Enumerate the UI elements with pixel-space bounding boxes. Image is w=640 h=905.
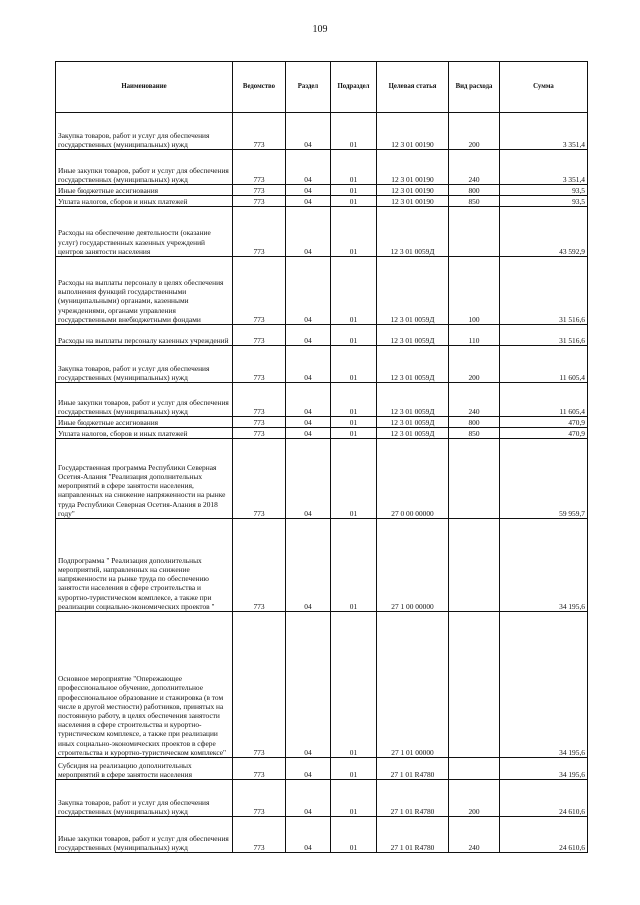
cell-subsection: 01: [331, 780, 377, 817]
header-expense-type: Вид расхода: [449, 62, 500, 113]
cell-article: 12 3 01 00190: [377, 196, 449, 207]
cell-section: 04: [286, 758, 331, 780]
cell-name: Закупка товаров, работ и услуг для обеспечения государственных (муниципальных) нужд: [56, 780, 233, 817]
cell-article: 27 1 00 00000: [377, 519, 449, 612]
table-row: [56, 758, 588, 780]
cell-article: 12 3 01 0059Д: [377, 325, 449, 346]
table-body: [56, 113, 588, 853]
cell-dept: 773: [233, 758, 286, 780]
cell-dept: 773: [233, 417, 286, 428]
header-section: Раздел: [286, 62, 331, 113]
table-row: [56, 325, 588, 346]
cell-section: 04: [286, 817, 331, 853]
cell-name: Закупка товаров, работ и услуг для обеспечения государственных (муниципальных) нужд: [56, 346, 233, 383]
cell-section: 04: [286, 417, 331, 428]
cell-dept: 773: [233, 383, 286, 417]
cell-name: Расходы на обеспечение деятельности (оказание услуг) государственных казенных учреждений центров занятости населения: [56, 207, 233, 257]
table-row: [56, 780, 588, 817]
cell-subsection: 01: [331, 817, 377, 853]
cell-dept: 773: [233, 780, 286, 817]
table-row: [56, 196, 588, 207]
cell-name: Иные закупки товаров, работ и услуг для обеспечения государственных (муниципальных) нужд: [56, 817, 233, 853]
cell-sum: 34 195,6: [500, 519, 588, 612]
table-row: [56, 519, 588, 612]
cell-section: 04: [286, 185, 331, 196]
cell-sum: 34 195,6: [500, 758, 588, 780]
table-row: [56, 207, 588, 257]
table-row: [56, 817, 588, 853]
table-row: [56, 612, 588, 758]
cell-article: 27 1 01 R4780: [377, 780, 449, 817]
cell-subsection: 01: [331, 612, 377, 758]
cell-section: 04: [286, 113, 331, 150]
cell-name: Субсидия на реализацию дополнительных мероприятий в сфере занятости населения: [56, 758, 233, 780]
cell-section: 04: [286, 383, 331, 417]
cell-sum: 93,5: [500, 196, 588, 207]
cell-expense-type: [449, 758, 500, 780]
cell-subsection: 01: [331, 325, 377, 346]
table-row: [56, 439, 588, 519]
cell-expense-type: 100: [449, 257, 500, 325]
table-row: [56, 383, 588, 417]
cell-subsection: 01: [331, 257, 377, 325]
cell-expense-type: [449, 439, 500, 519]
cell-article: 12 3 01 00190: [377, 113, 449, 150]
header-article: Целевая статья: [377, 62, 449, 113]
cell-sum: 470,9: [500, 417, 588, 428]
table-row: [56, 428, 588, 439]
header-subsection: Подраздел: [331, 62, 377, 113]
cell-subsection: 01: [331, 113, 377, 150]
cell-subsection: 01: [331, 439, 377, 519]
cell-expense-type: 240: [449, 817, 500, 853]
budget-table: [55, 61, 588, 853]
cell-expense-type: 200: [449, 780, 500, 817]
cell-article: 27 0 00 00000: [377, 439, 449, 519]
cell-sum: 31 516,6: [500, 257, 588, 325]
cell-article: 27 1 01 R4780: [377, 758, 449, 780]
cell-section: 04: [286, 428, 331, 439]
cell-expense-type: [449, 207, 500, 257]
cell-article: 27 1 01 R4780: [377, 817, 449, 853]
table-header-row: [56, 62, 588, 113]
cell-subsection: 01: [331, 383, 377, 417]
cell-expense-type: 850: [449, 196, 500, 207]
cell-name: Расходы на выплаты персоналу казенных учреждений: [56, 325, 233, 346]
cell-expense-type: 240: [449, 383, 500, 417]
cell-name: Иные закупки товаров, работ и услуг для обеспечения государственных (муниципальных) нужд: [56, 150, 233, 185]
cell-article: 27 1 01 00000: [377, 612, 449, 758]
table-row: [56, 185, 588, 196]
cell-dept: 773: [233, 207, 286, 257]
cell-section: 04: [286, 346, 331, 383]
cell-sum: 11 605,4: [500, 383, 588, 417]
cell-sum: 24 610,6: [500, 817, 588, 853]
cell-expense-type: 850: [449, 428, 500, 439]
cell-sum: 93,5: [500, 185, 588, 196]
cell-sum: 470,9: [500, 428, 588, 439]
header-name: Наименование: [56, 62, 233, 113]
cell-expense-type: 200: [449, 346, 500, 383]
cell-subsection: 01: [331, 519, 377, 612]
cell-article: 12 3 01 0059Д: [377, 417, 449, 428]
cell-article: 12 3 01 0059Д: [377, 383, 449, 417]
cell-dept: 773: [233, 257, 286, 325]
cell-subsection: 01: [331, 150, 377, 185]
cell-article: 12 3 01 00190: [377, 185, 449, 196]
cell-expense-type: 240: [449, 150, 500, 185]
cell-name: Подпрограмма " Реализация дополнительных мероприятий, направленных на снижение напряженности на рынке труда по обеспечению занятости населения в сфере строительства и курортно-туристическом комплексе, а также при реализации социально-экономических проектов ": [56, 519, 233, 612]
table-row: [56, 257, 588, 325]
cell-expense-type: 800: [449, 417, 500, 428]
cell-subsection: 01: [331, 207, 377, 257]
cell-sum: 31 516,6: [500, 325, 588, 346]
cell-dept: 773: [233, 325, 286, 346]
cell-article: 12 3 01 0059Д: [377, 207, 449, 257]
table-row: [56, 150, 588, 185]
header-sum: Сумма: [500, 62, 588, 113]
page-number: 109: [312, 24, 328, 35]
cell-name: Закупка товаров, работ и услуг для обеспечения государственных (муниципальных) нужд: [56, 113, 233, 150]
cell-article: 12 3 01 00190: [377, 150, 449, 185]
cell-section: 04: [286, 325, 331, 346]
cell-sum: 3 351,4: [500, 150, 588, 185]
cell-dept: 773: [233, 612, 286, 758]
cell-sum: 34 195,6: [500, 612, 588, 758]
cell-name: Расходы на выплаты персоналу в целях обеспечения выполнения функций государственными (муниципальными) органами, казенными учреждениями, органами управления государственными внебюджетными фондами: [56, 257, 233, 325]
cell-name: Государственная программа Республики Северная Осетия-Алания "Реализация дополнительных мероприятий в сфере занятости населения, направленных на снижение напряженности на рынке труда Республики Северная Осетия-Алания в 2018 году": [56, 439, 233, 519]
cell-dept: 773: [233, 113, 286, 150]
cell-sum: 11 605,4: [500, 346, 588, 383]
cell-subsection: 01: [331, 346, 377, 383]
cell-section: 04: [286, 780, 331, 817]
cell-expense-type: 800: [449, 185, 500, 196]
table-row: [56, 113, 588, 150]
cell-dept: 773: [233, 346, 286, 383]
cell-dept: 773: [233, 439, 286, 519]
cell-name: Уплата налогов, сборов и иных платежей: [56, 428, 233, 439]
header-dept: Ведомство: [233, 62, 286, 113]
cell-subsection: 01: [331, 428, 377, 439]
cell-subsection: 01: [331, 196, 377, 207]
cell-section: 04: [286, 207, 331, 257]
cell-expense-type: 200: [449, 113, 500, 150]
cell-sum: 59 959,7: [500, 439, 588, 519]
cell-name: Иные бюджетные ассигнования: [56, 185, 233, 196]
cell-article: 12 3 01 0059Д: [377, 346, 449, 383]
cell-name: Иные бюджетные ассигнования: [56, 417, 233, 428]
table-row: [56, 346, 588, 383]
cell-name: Иные закупки товаров, работ и услуг для обеспечения государственных (муниципальных) нужд: [56, 383, 233, 417]
cell-expense-type: 110: [449, 325, 500, 346]
cell-dept: 773: [233, 150, 286, 185]
cell-dept: 773: [233, 428, 286, 439]
cell-expense-type: [449, 519, 500, 612]
cell-sum: 43 592,9: [500, 207, 588, 257]
cell-sum: 3 351,4: [500, 113, 588, 150]
cell-section: 04: [286, 439, 331, 519]
table-row: [56, 417, 588, 428]
cell-dept: 773: [233, 519, 286, 612]
cell-dept: 773: [233, 817, 286, 853]
cell-subsection: 01: [331, 417, 377, 428]
cell-section: 04: [286, 150, 331, 185]
cell-section: 04: [286, 519, 331, 612]
cell-section: 04: [286, 196, 331, 207]
cell-expense-type: [449, 612, 500, 758]
cell-subsection: 01: [331, 758, 377, 780]
cell-name: Уплата налогов, сборов и иных платежей: [56, 196, 233, 207]
cell-name: Основное мероприятие "Опережающее профессиональное обучение, дополнительное профессиональное образование и стажировка (в том числе в другой местности) работников, принятых на постоянную работу, в целях обеспечения занятости населения в сфере строительства и курортно-туристическом комплексе, а также при реализации иных социально-экономических проектов в сфере строительства и курортно-туристическом комплексе": [56, 612, 233, 758]
cell-article: 12 3 01 0059Д: [377, 257, 449, 325]
cell-sum: 24 610,6: [500, 780, 588, 817]
cell-article: 12 3 01 0059Д: [377, 428, 449, 439]
cell-dept: 773: [233, 196, 286, 207]
cell-dept: 773: [233, 185, 286, 196]
cell-subsection: 01: [331, 185, 377, 196]
cell-section: 04: [286, 257, 331, 325]
cell-section: 04: [286, 612, 331, 758]
